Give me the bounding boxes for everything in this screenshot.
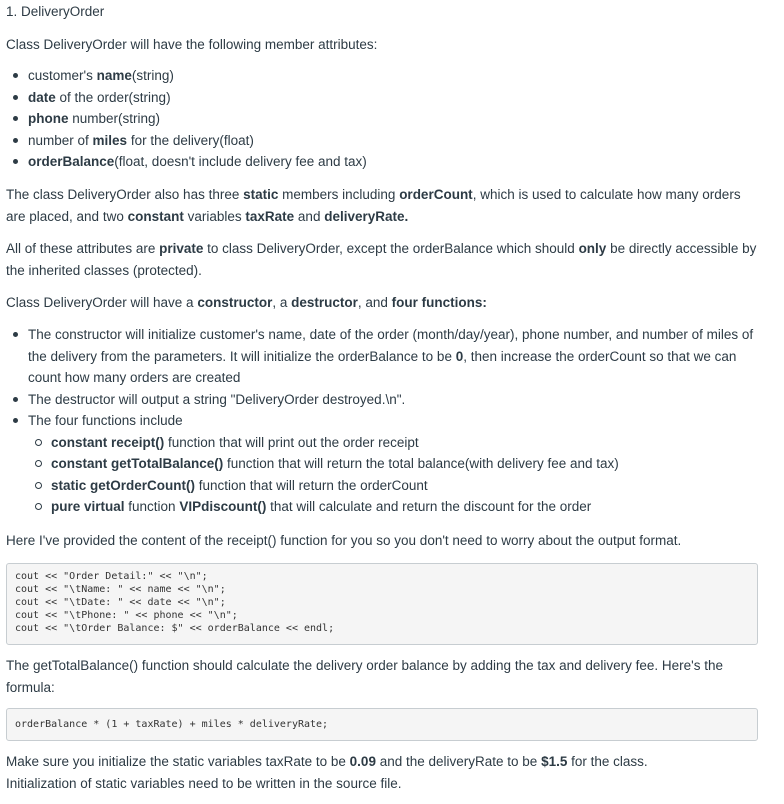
list-item: pure virtual function VIPdiscount() that will calculate and return the discount for the order: [11, 496, 771, 518]
static-members-paragraph: The class DeliveryOrder also has three static members including orderCount, which is used to calculate how many orders are placed, and two constant variables taxRate and deliveryRate.: [6, 187, 741, 224]
list-item: date of the order(string): [11, 87, 771, 109]
final-paragraph: Make sure you initialize the static variables taxRate to be 0.09 and the deliveryRate to be $1.5 for the class. Initialization of static variables need to be written in the source file.: [6, 754, 648, 791]
member-list: [11, 324, 771, 518]
function-list: [11, 432, 771, 518]
list-item: constant getTotalBalance() function that will return the total balance(with delivery fee and tax): [11, 453, 771, 475]
attribute-list: [11, 65, 771, 173]
receipt-paragraph: Here I've provided the content of the receipt() function for you so you don't need to worry about the output format.: [6, 533, 682, 548]
private-attributes-paragraph: All of these attributes are private to class DeliveryOrder, except the orderBalance which should only be directly accessible by the inherited classes (protected).: [6, 241, 757, 278]
list-item: orderBalance(float, doesn't include delivery fee and tax): [11, 151, 771, 173]
section-heading: 1. DeliveryOrder: [6, 4, 105, 19]
formula-paragraph: The getTotalBalance() function should calculate the delivery order balance by adding the tax and delivery fee. Here's the formula:: [6, 658, 724, 695]
list-item: number of miles for the delivery(float): [11, 130, 771, 152]
members-paragraph: Class DeliveryOrder will have a constructor, a destructor, and four functions:: [6, 295, 487, 310]
list-item: The destructor will output a string "DeliveryOrder destroyed.\n".: [11, 389, 771, 411]
list-item: The constructor will initialize customer's name, date of the order (month/day/year), phone number, and number of miles of the delivery from the parameters. It will initialize the orderBalance to be 0, then increase the orderCount so that we can count how many orders are created: [11, 324, 771, 389]
list-item: phone number(string): [11, 108, 771, 130]
list-item: customer's name(string): [11, 65, 771, 87]
receipt-code-block: cout << "Order Detail:" << "\n"; cout << "\tName: " << name << "\n"; cout << "\tDate: " << date << "\n"; cout << "\tPhone: " << phone << "\n"; cout << "\tOrder Balance: $" << orderBalance << endl;: [6, 563, 758, 645]
formula-code-block: orderBalance * (1 + taxRate) + miles * deliveryRate;: [6, 708, 758, 741]
list-item: constant receipt() function that will print out the order receipt: [11, 432, 771, 454]
list-item: static getOrderCount() function that will return the orderCount: [11, 475, 771, 497]
list-item: The four functions include constant receipt() function that will print out the order receipt constant getTotalBalance() function that will return the total balance(with delivery fee and tax) static getOrderCount() function that will return the orderCount pure virtual function VIPdiscount() that will calculate and return the discount for the order: [11, 410, 771, 518]
intro-text: Class DeliveryOrder will have the following member attributes:: [6, 37, 378, 52]
